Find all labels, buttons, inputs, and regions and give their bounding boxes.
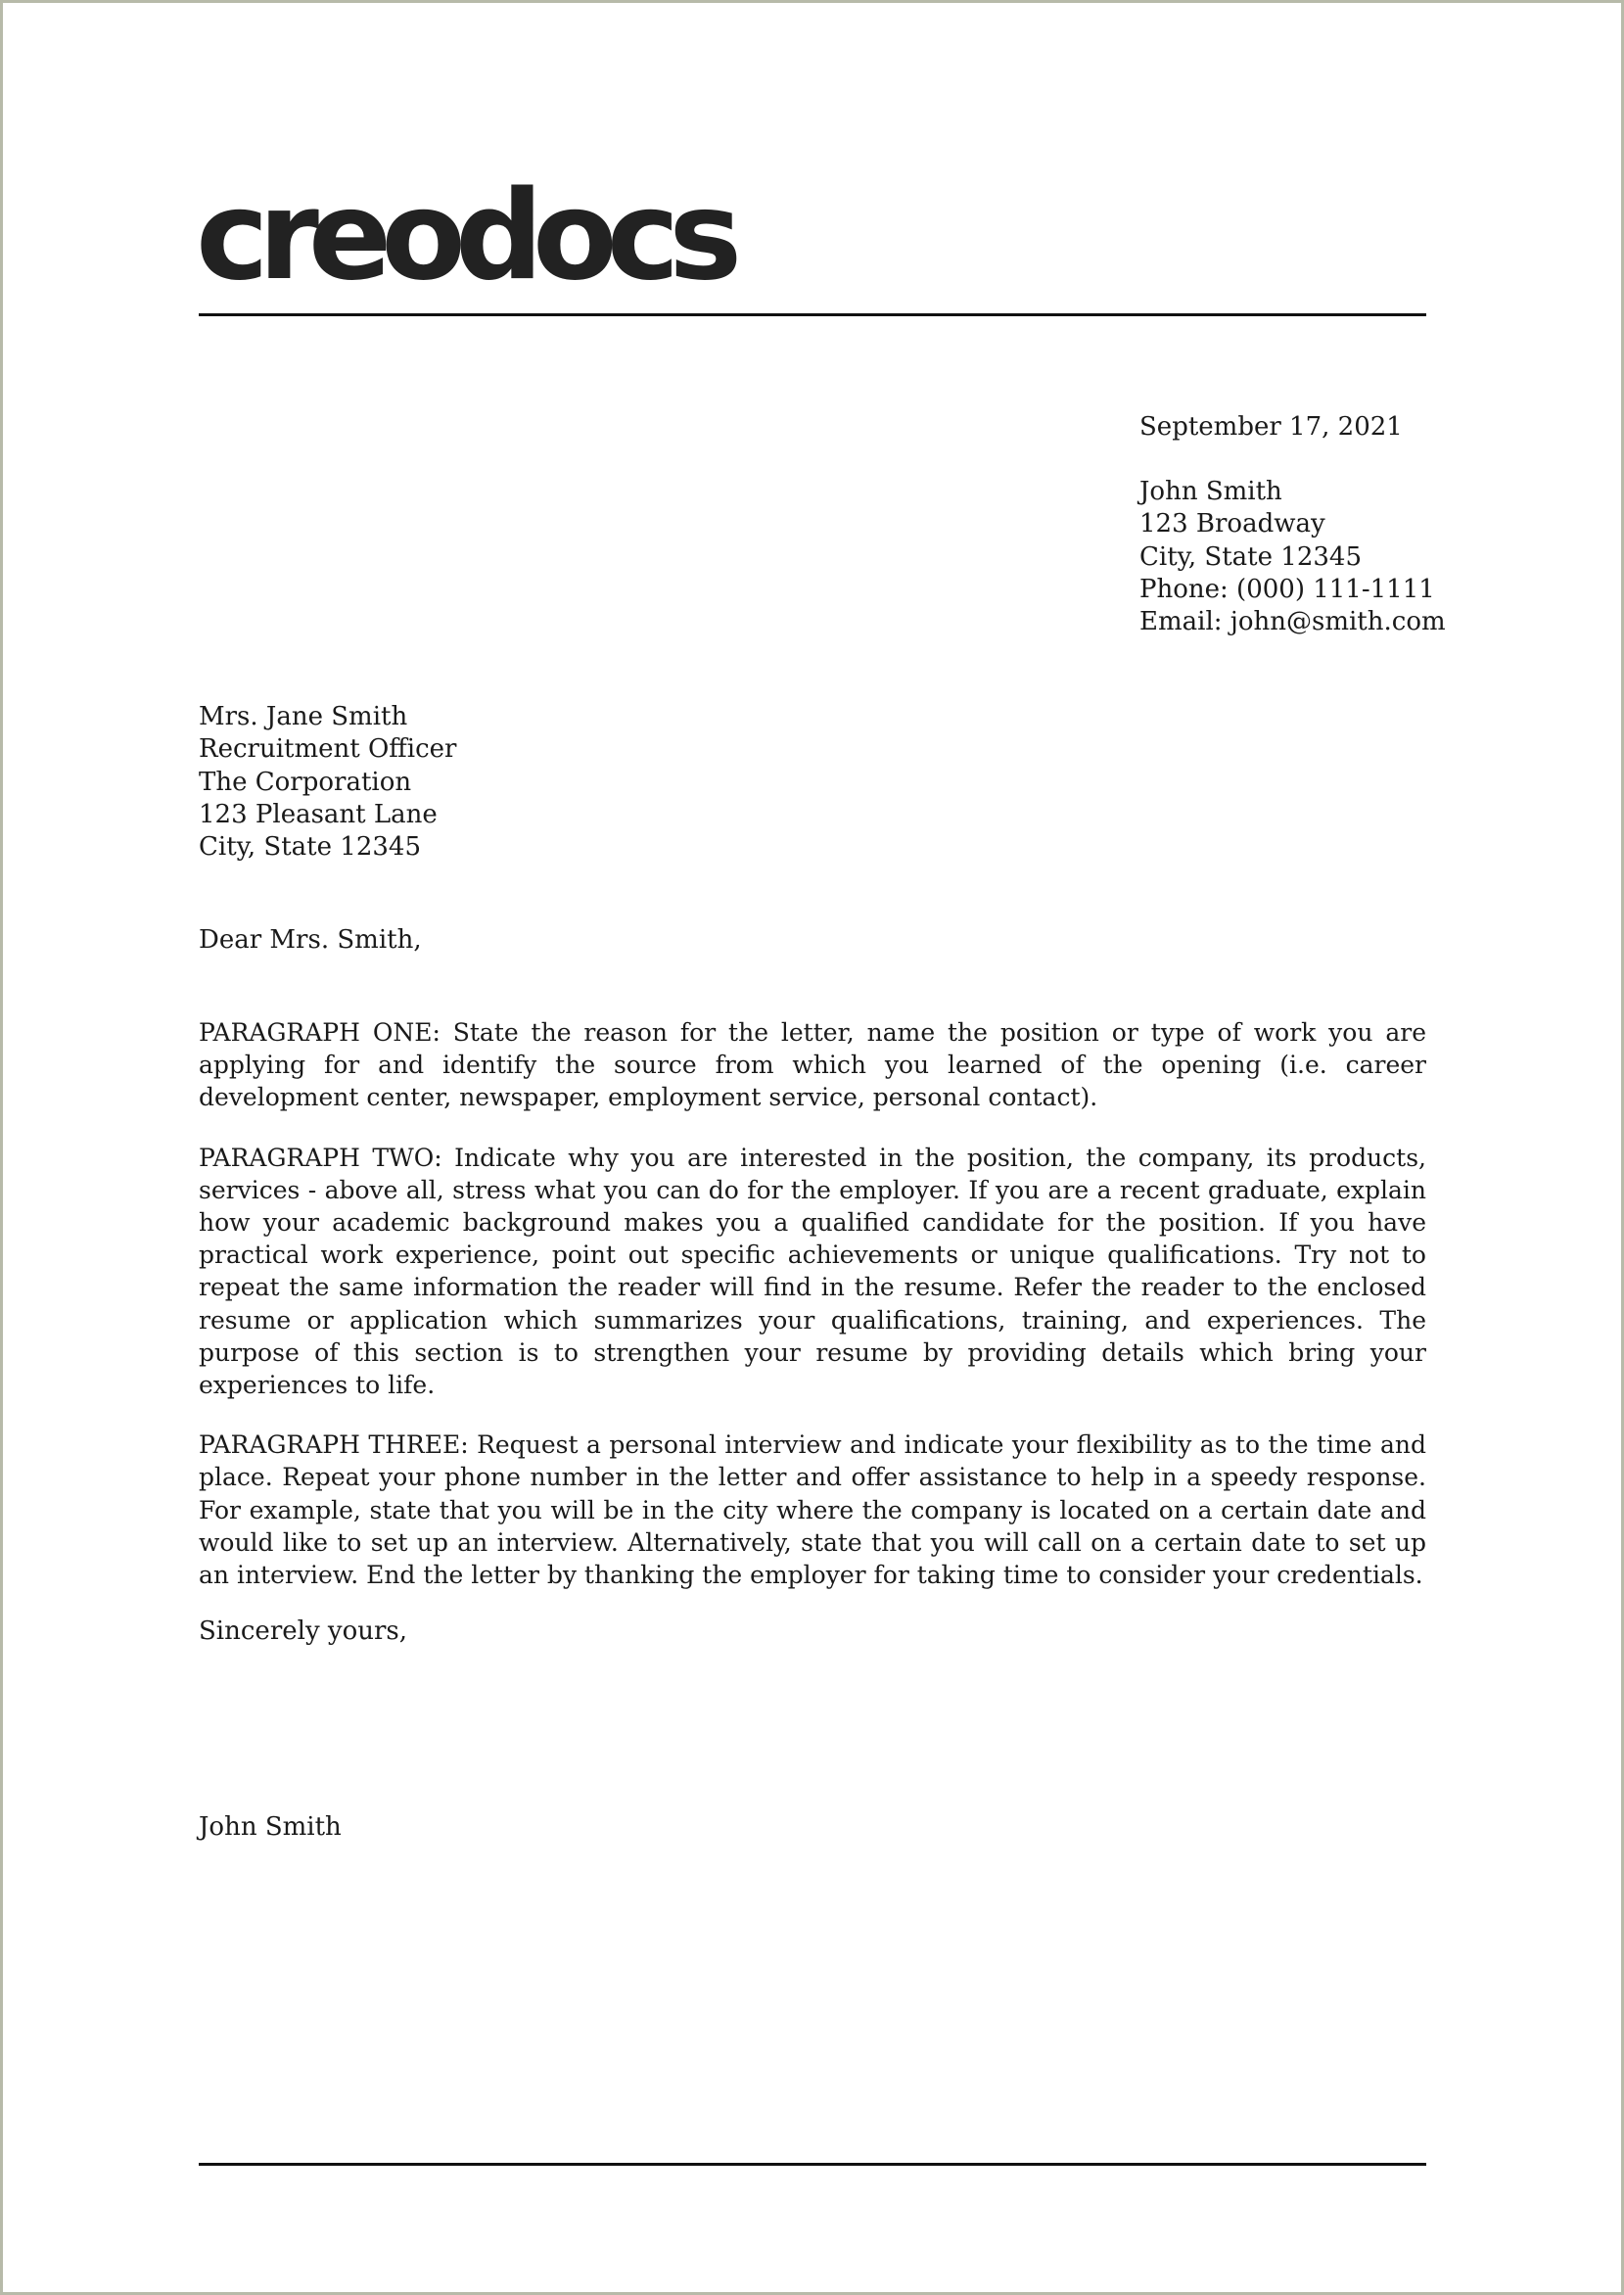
recipient-address (199, 701, 456, 864)
sender-address (1139, 476, 1446, 638)
sender-phone: Phone: (000) 111-1111 (1139, 574, 1435, 604)
header-rule (199, 313, 1426, 316)
signature-name: John Smith (199, 1812, 342, 1842)
salutation: Dear Mrs. Smith, (199, 925, 422, 955)
recipient-city-state: City, State 12345 (199, 832, 421, 863)
recipient-title: Recruitment Officer (199, 734, 457, 765)
recipient-company: The Corporation (199, 767, 412, 797)
letter-date: September 17, 2021 (1139, 412, 1403, 442)
closing: Sincerely yours, (199, 1616, 408, 1646)
sender-street: 123 Broadway (1139, 509, 1325, 539)
paragraph-two: PARAGRAPH TWO: Indicate why you are interested in the position, the company, its products, services - above all, stress what you can do for the employer. If you are a recent graduate, explain how your academic background makes you a qualified candidate for the position. If you have practical work experience, point out specific achievements or unique qualifications. Try not to repeat the same information the reader will find in the resume. Refer the reader to the enclosed resume or application which summarizes your qualifications, training, and experiences. The purpose of this section is to strengthen your resume by providing details which bring your experiences to life. (199, 1143, 1426, 1400)
paragraph-one: PARAGRAPH ONE: State the reason for the letter, name the position or type of work you are applying for and identify the source from which you learned of the opening (i.e. career development center, newspaper, employment service, personal contact). (199, 1018, 1426, 1112)
paragraph-three: PARAGRAPH THREE: Request a personal interview and indicate your flexibility as to the time and place. Repeat your phone number in the letter and offer assistance to help in a speedy response. For example, state that you will be in the city where the company is located on a certain date and would like to set up an interview. Alternatively, state that you will call on a certain date to set up an interview. End the letter by thanking the employer for taking time to consider your credentials. (199, 1430, 1426, 1590)
sender-city-state: City, State 12345 (1139, 541, 1362, 572)
sender-email: Email: john@smith.com (1139, 607, 1446, 637)
sender-name: John Smith (1139, 477, 1282, 506)
recipient-name: Mrs. Jane Smith (199, 702, 408, 731)
footer-rule (199, 2163, 1426, 2166)
recipient-street: 123 Pleasant Lane (199, 799, 438, 829)
letter-body (199, 1016, 1426, 1618)
creodocs-logo: creodocs (196, 164, 732, 307)
